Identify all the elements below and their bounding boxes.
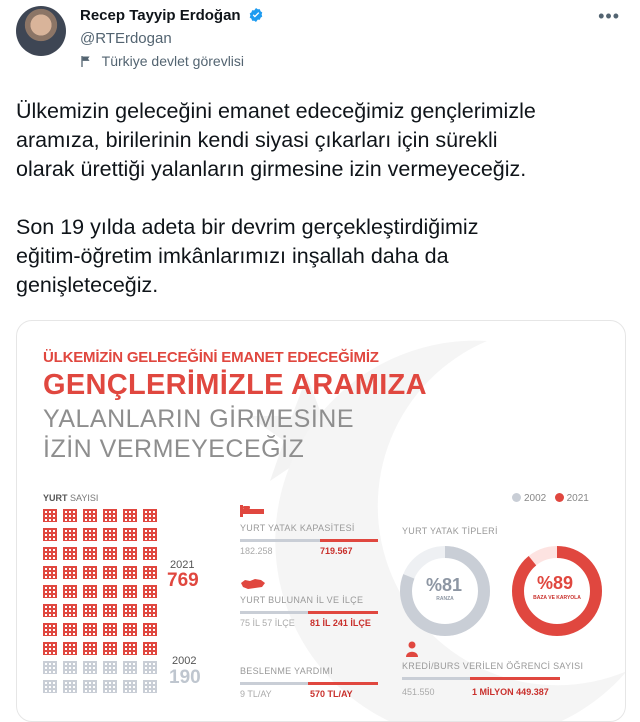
dorm-icon bbox=[63, 680, 77, 693]
dorm-icon bbox=[43, 661, 57, 674]
bed-capacity-bar-2021 bbox=[320, 539, 378, 542]
dorm-icon bbox=[143, 623, 157, 636]
dorm-icon bbox=[43, 585, 57, 598]
dorm-icon bbox=[63, 528, 77, 541]
bed-icon bbox=[240, 505, 264, 517]
scholarship-title: KREDİ/BURS VERİLEN ÖĞRENCİ SAYISI bbox=[402, 661, 584, 671]
dorm-icon bbox=[83, 680, 97, 693]
tweet-media-infographic[interactable] bbox=[16, 320, 626, 722]
bed-types-title: YURT YATAK TİPLERİ bbox=[402, 526, 498, 536]
legend-label-2002: 2002 bbox=[524, 493, 547, 504]
dorm-icon bbox=[63, 585, 77, 598]
dorm-icon-grid bbox=[43, 507, 173, 697]
dorm-icon bbox=[83, 566, 97, 579]
dorm-icon bbox=[103, 509, 117, 522]
dorm-icon bbox=[43, 566, 57, 579]
dorm-icon bbox=[123, 509, 137, 522]
legend bbox=[512, 493, 589, 504]
dorm-icon bbox=[143, 585, 157, 598]
dorm-count-title bbox=[43, 493, 98, 503]
meal-support-title: BESLENME YARDIMI bbox=[240, 666, 333, 676]
dorm-cities-2002: 75 İL 57 İLÇE bbox=[240, 618, 295, 628]
flag-icon bbox=[80, 55, 92, 67]
dorm-icon bbox=[123, 585, 137, 598]
dorm-icon bbox=[123, 566, 137, 579]
more-options-icon[interactable]: ••• bbox=[598, 6, 620, 26]
author-name-text[interactable]: Recep Tayyip Erdoğan bbox=[80, 7, 241, 24]
dorm-icon bbox=[143, 528, 157, 541]
dorm-icon bbox=[63, 642, 77, 655]
legend-label-2021: 2021 bbox=[566, 493, 589, 504]
dorm-icon bbox=[43, 509, 57, 522]
dorm-icon bbox=[43, 642, 57, 655]
dorm-icon bbox=[43, 623, 57, 636]
dorm-icon bbox=[103, 547, 117, 560]
scholarship-2002: 451.550 bbox=[402, 687, 435, 697]
dorm-icon bbox=[103, 604, 117, 617]
dorm-icon bbox=[43, 528, 57, 541]
headline-small: ÜLKEMİZİN GELECEĞİNİ EMANET EDECEĞİMİZ bbox=[43, 349, 379, 366]
meal-support-2002: 9 TL/AY bbox=[240, 689, 272, 699]
bed-types-2002-sub: RANZA bbox=[436, 596, 454, 602]
year-2002-value: 190 bbox=[169, 667, 201, 688]
dorm-icon bbox=[83, 623, 97, 636]
dorm-icon bbox=[123, 623, 137, 636]
dorm-icon bbox=[123, 661, 137, 674]
dorm-icon bbox=[143, 661, 157, 674]
legend-dot-2021 bbox=[555, 493, 564, 502]
dorm-icon bbox=[63, 623, 77, 636]
meal-support-bar-2021 bbox=[308, 682, 378, 685]
dorm-icon bbox=[103, 528, 117, 541]
dorm-count-title-rest: SAYISI bbox=[70, 493, 99, 503]
dorm-icon bbox=[103, 661, 117, 674]
dorm-icon bbox=[143, 509, 157, 522]
meal-support-2021: 570 TL/AY bbox=[310, 689, 353, 699]
dorm-cities-bar-2002 bbox=[240, 611, 308, 614]
year-2021-value: 769 bbox=[167, 570, 199, 591]
meal-support-bar-2002 bbox=[240, 682, 308, 685]
bed-capacity-2021: 719.567 bbox=[320, 546, 353, 556]
dorm-cities-title: YURT BULUNAN İL VE İLÇE bbox=[240, 595, 364, 605]
dorm-icon bbox=[143, 547, 157, 560]
dorm-icon bbox=[103, 680, 117, 693]
bed-capacity-2002: 182.258 bbox=[240, 546, 273, 556]
dorm-icon bbox=[63, 604, 77, 617]
dorm-icon bbox=[123, 604, 137, 617]
account-label bbox=[80, 53, 244, 69]
dorm-icon bbox=[83, 642, 97, 655]
dorm-icon bbox=[143, 642, 157, 655]
dorm-icon bbox=[83, 547, 97, 560]
dorm-icon bbox=[43, 547, 57, 560]
turkey-map-icon bbox=[240, 577, 266, 591]
dorm-icon bbox=[143, 680, 157, 693]
dorm-icon bbox=[103, 566, 117, 579]
dorm-icon bbox=[63, 547, 77, 560]
year-2002-label: 2002 bbox=[172, 655, 197, 667]
student-icon bbox=[405, 641, 419, 657]
dorm-icon bbox=[103, 585, 117, 598]
bed-capacity-title: YURT YATAK KAPASİTESİ bbox=[240, 523, 355, 533]
scholarship-bar-2021 bbox=[470, 677, 560, 680]
dorm-count-title-bold: YURT bbox=[43, 493, 68, 503]
year-2021-label: 2021 bbox=[170, 559, 195, 571]
dorm-icon bbox=[143, 604, 157, 617]
author-name[interactable] bbox=[80, 7, 264, 24]
dorm-icon bbox=[83, 509, 97, 522]
dorm-icon bbox=[63, 661, 77, 674]
author-handle[interactable]: @RTErdogan bbox=[80, 30, 172, 47]
dorm-icon bbox=[123, 680, 137, 693]
headline-line3: YALANLARIN GİRMESİNE bbox=[43, 405, 355, 433]
headline-big: GENÇLERİMİZLE ARAMIZA bbox=[43, 369, 427, 401]
verified-badge-icon bbox=[248, 7, 264, 23]
scholarship-bar-2002 bbox=[402, 677, 470, 680]
dorm-icon bbox=[43, 604, 57, 617]
dorm-icon bbox=[143, 566, 157, 579]
dorm-icon bbox=[123, 642, 137, 655]
author-avatar[interactable] bbox=[16, 6, 66, 56]
bed-types-2021-sub: BAZA VE KARYOLA bbox=[533, 595, 581, 601]
tweet-text: Ülkemizin geleceğini emanet edeceğimiz gençlerimizle aramıza, birilerinin kendi siyasi çıkarları için sürekli olarak ürettiği yalanların girmesine izin vermeyeceğiz. Son 19 yılda adeta bir devrim gerçekleştirdiğimiz eğitim-öğretim imkânlarımızı inşallah daha da genişleteceğiz. bbox=[16, 99, 536, 297]
bed-types-2021-value: %89 bbox=[537, 573, 574, 593]
dorm-icon bbox=[83, 604, 97, 617]
dorm-icon bbox=[123, 547, 137, 560]
dorm-icon bbox=[63, 509, 77, 522]
account-label-text: Türkiye devlet görevlisi bbox=[101, 53, 245, 69]
bed-types-2002-value: %81 bbox=[426, 575, 463, 595]
dorm-icon bbox=[103, 623, 117, 636]
headline-line4: İZİN VERMEYECEĞİZ bbox=[43, 435, 305, 463]
dorm-icon bbox=[83, 528, 97, 541]
dorm-cities-bar-2021 bbox=[308, 611, 378, 614]
dorm-icon bbox=[83, 585, 97, 598]
dorm-icon bbox=[83, 661, 97, 674]
scholarship-2021: 1 MİLYON 449.387 bbox=[472, 687, 549, 697]
dorm-cities-2021: 81 İL 241 İLÇE bbox=[310, 618, 371, 628]
dorm-icon bbox=[63, 566, 77, 579]
dorm-icon bbox=[123, 528, 137, 541]
dorm-icon bbox=[103, 642, 117, 655]
dorm-icon bbox=[43, 680, 57, 693]
legend-dot-2002 bbox=[512, 493, 521, 502]
bed-capacity-bar-2002 bbox=[240, 539, 320, 542]
